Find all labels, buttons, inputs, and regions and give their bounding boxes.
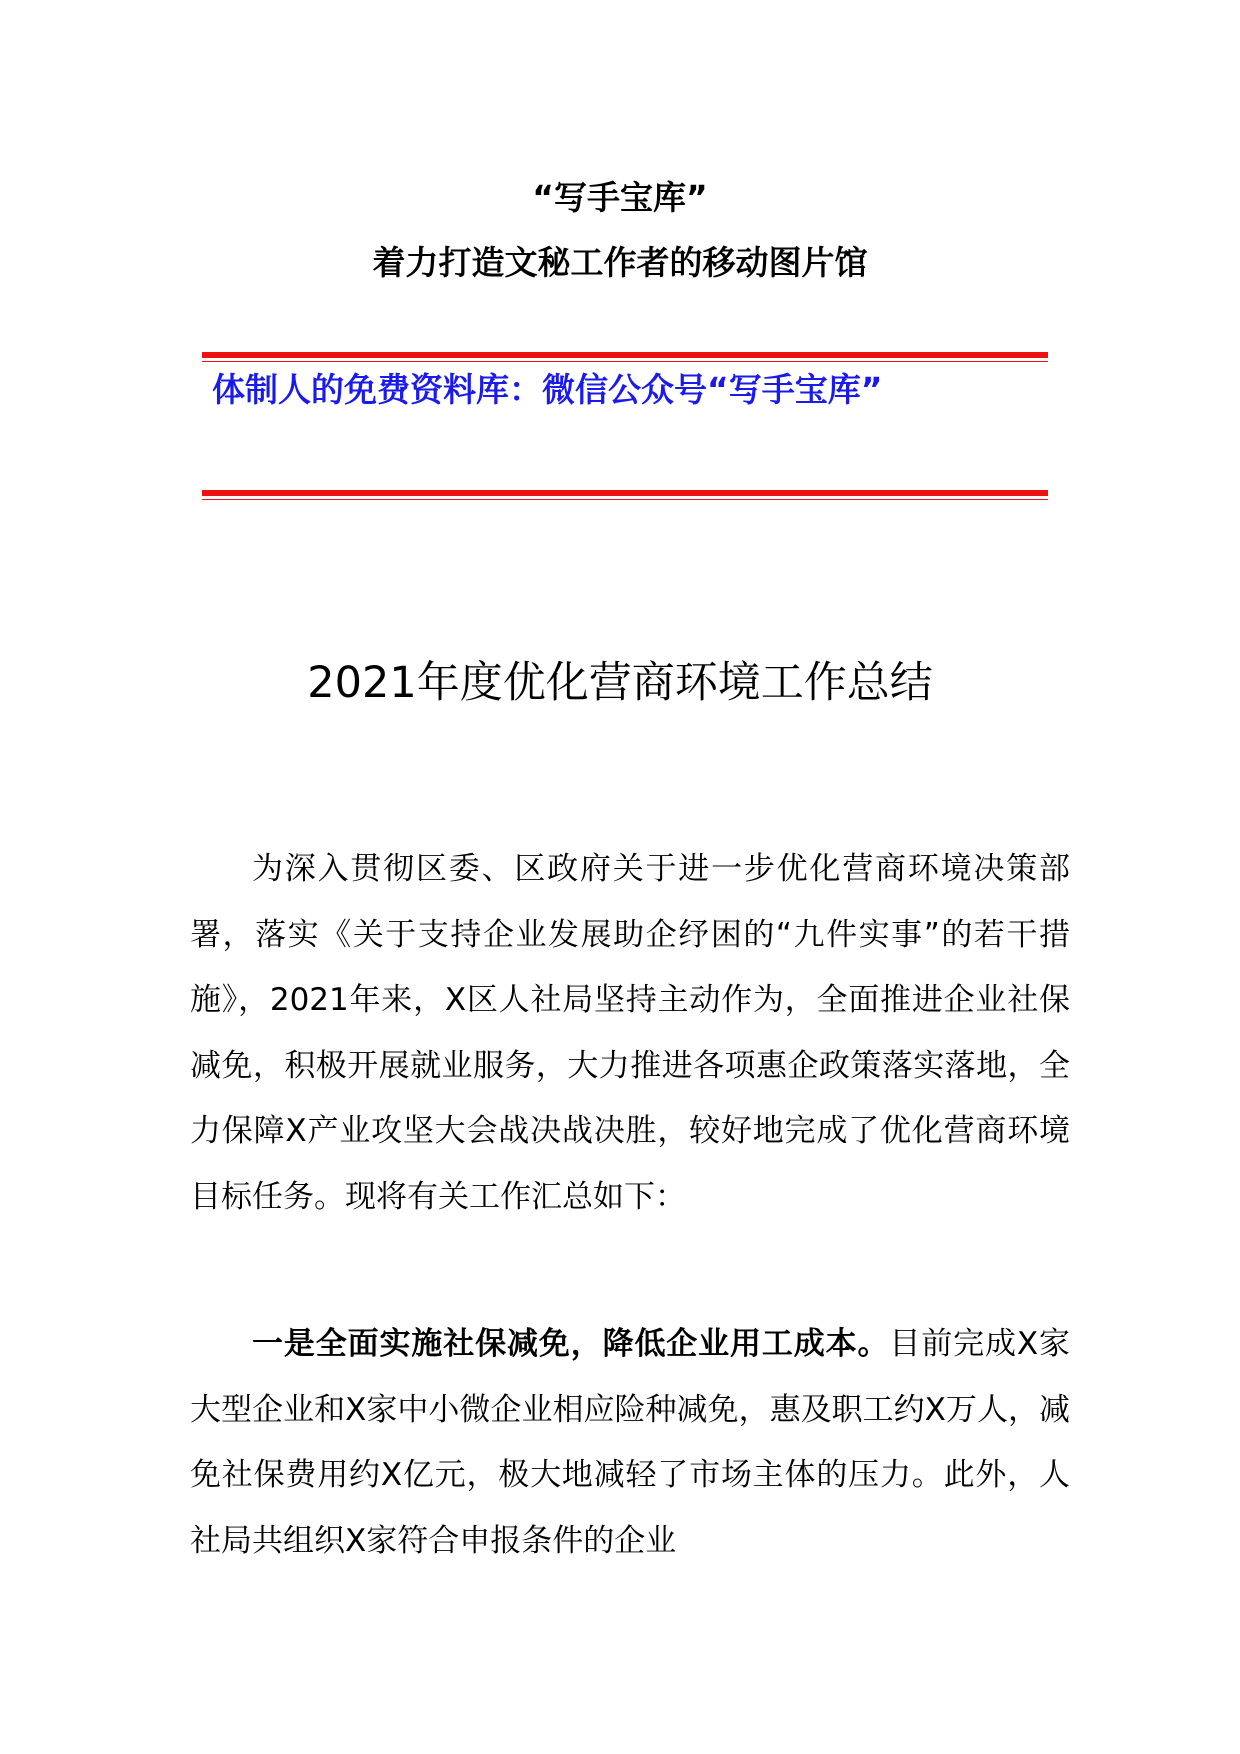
top-red-rule-thin bbox=[202, 361, 1048, 362]
brand-title: “写手宝库” bbox=[532, 178, 708, 217]
paragraph-text: 目前完成X家大型企业和X家中小微企业相应险种减免，惠及职工约X万人，减免社保费用约X亿元，极大地减轻了市场主体的压力。此外，人社局共组织X家符合申报条件的企业 bbox=[190, 1326, 1070, 1559]
paragraph-lead-heading: 一是全面实施社保减免，降低企业用工成本。 bbox=[252, 1326, 890, 1362]
bottom-red-rule-thick bbox=[202, 490, 1048, 496]
document-title: 2021年度优化营商环境工作总结 bbox=[307, 658, 933, 708]
bottom-red-rule bbox=[202, 490, 1048, 500]
promo-banner-text: 体制人的免费资料库：微信公众号“写手宝库” bbox=[212, 370, 883, 409]
brand-tagline: 着力打造文秘工作者的移动图片馆 bbox=[372, 243, 868, 282]
body-paragraph-intro bbox=[190, 837, 1070, 1231]
bottom-red-rule-thin bbox=[202, 499, 1048, 500]
body-paragraph-section-1 bbox=[190, 1312, 1070, 1574]
paragraph-text: 为深入贯彻区委、区政府关于进一步优化营商环境决策部署，落实《关于支持企业发展助企纾困的“九件实事”的若干措施》，2021年来，X区人社局坚持主动作为，全面推进企业社保减免，积极开展就业服务，大力推进各项惠企政策落实落地，全力保障X产业攻坚大会战决战决胜，较好地完成了优化营商环境目标任务。现将有关工作汇总如下： bbox=[190, 851, 1070, 1215]
top-red-rule-thick bbox=[202, 352, 1048, 358]
top-red-rule bbox=[202, 352, 1048, 362]
